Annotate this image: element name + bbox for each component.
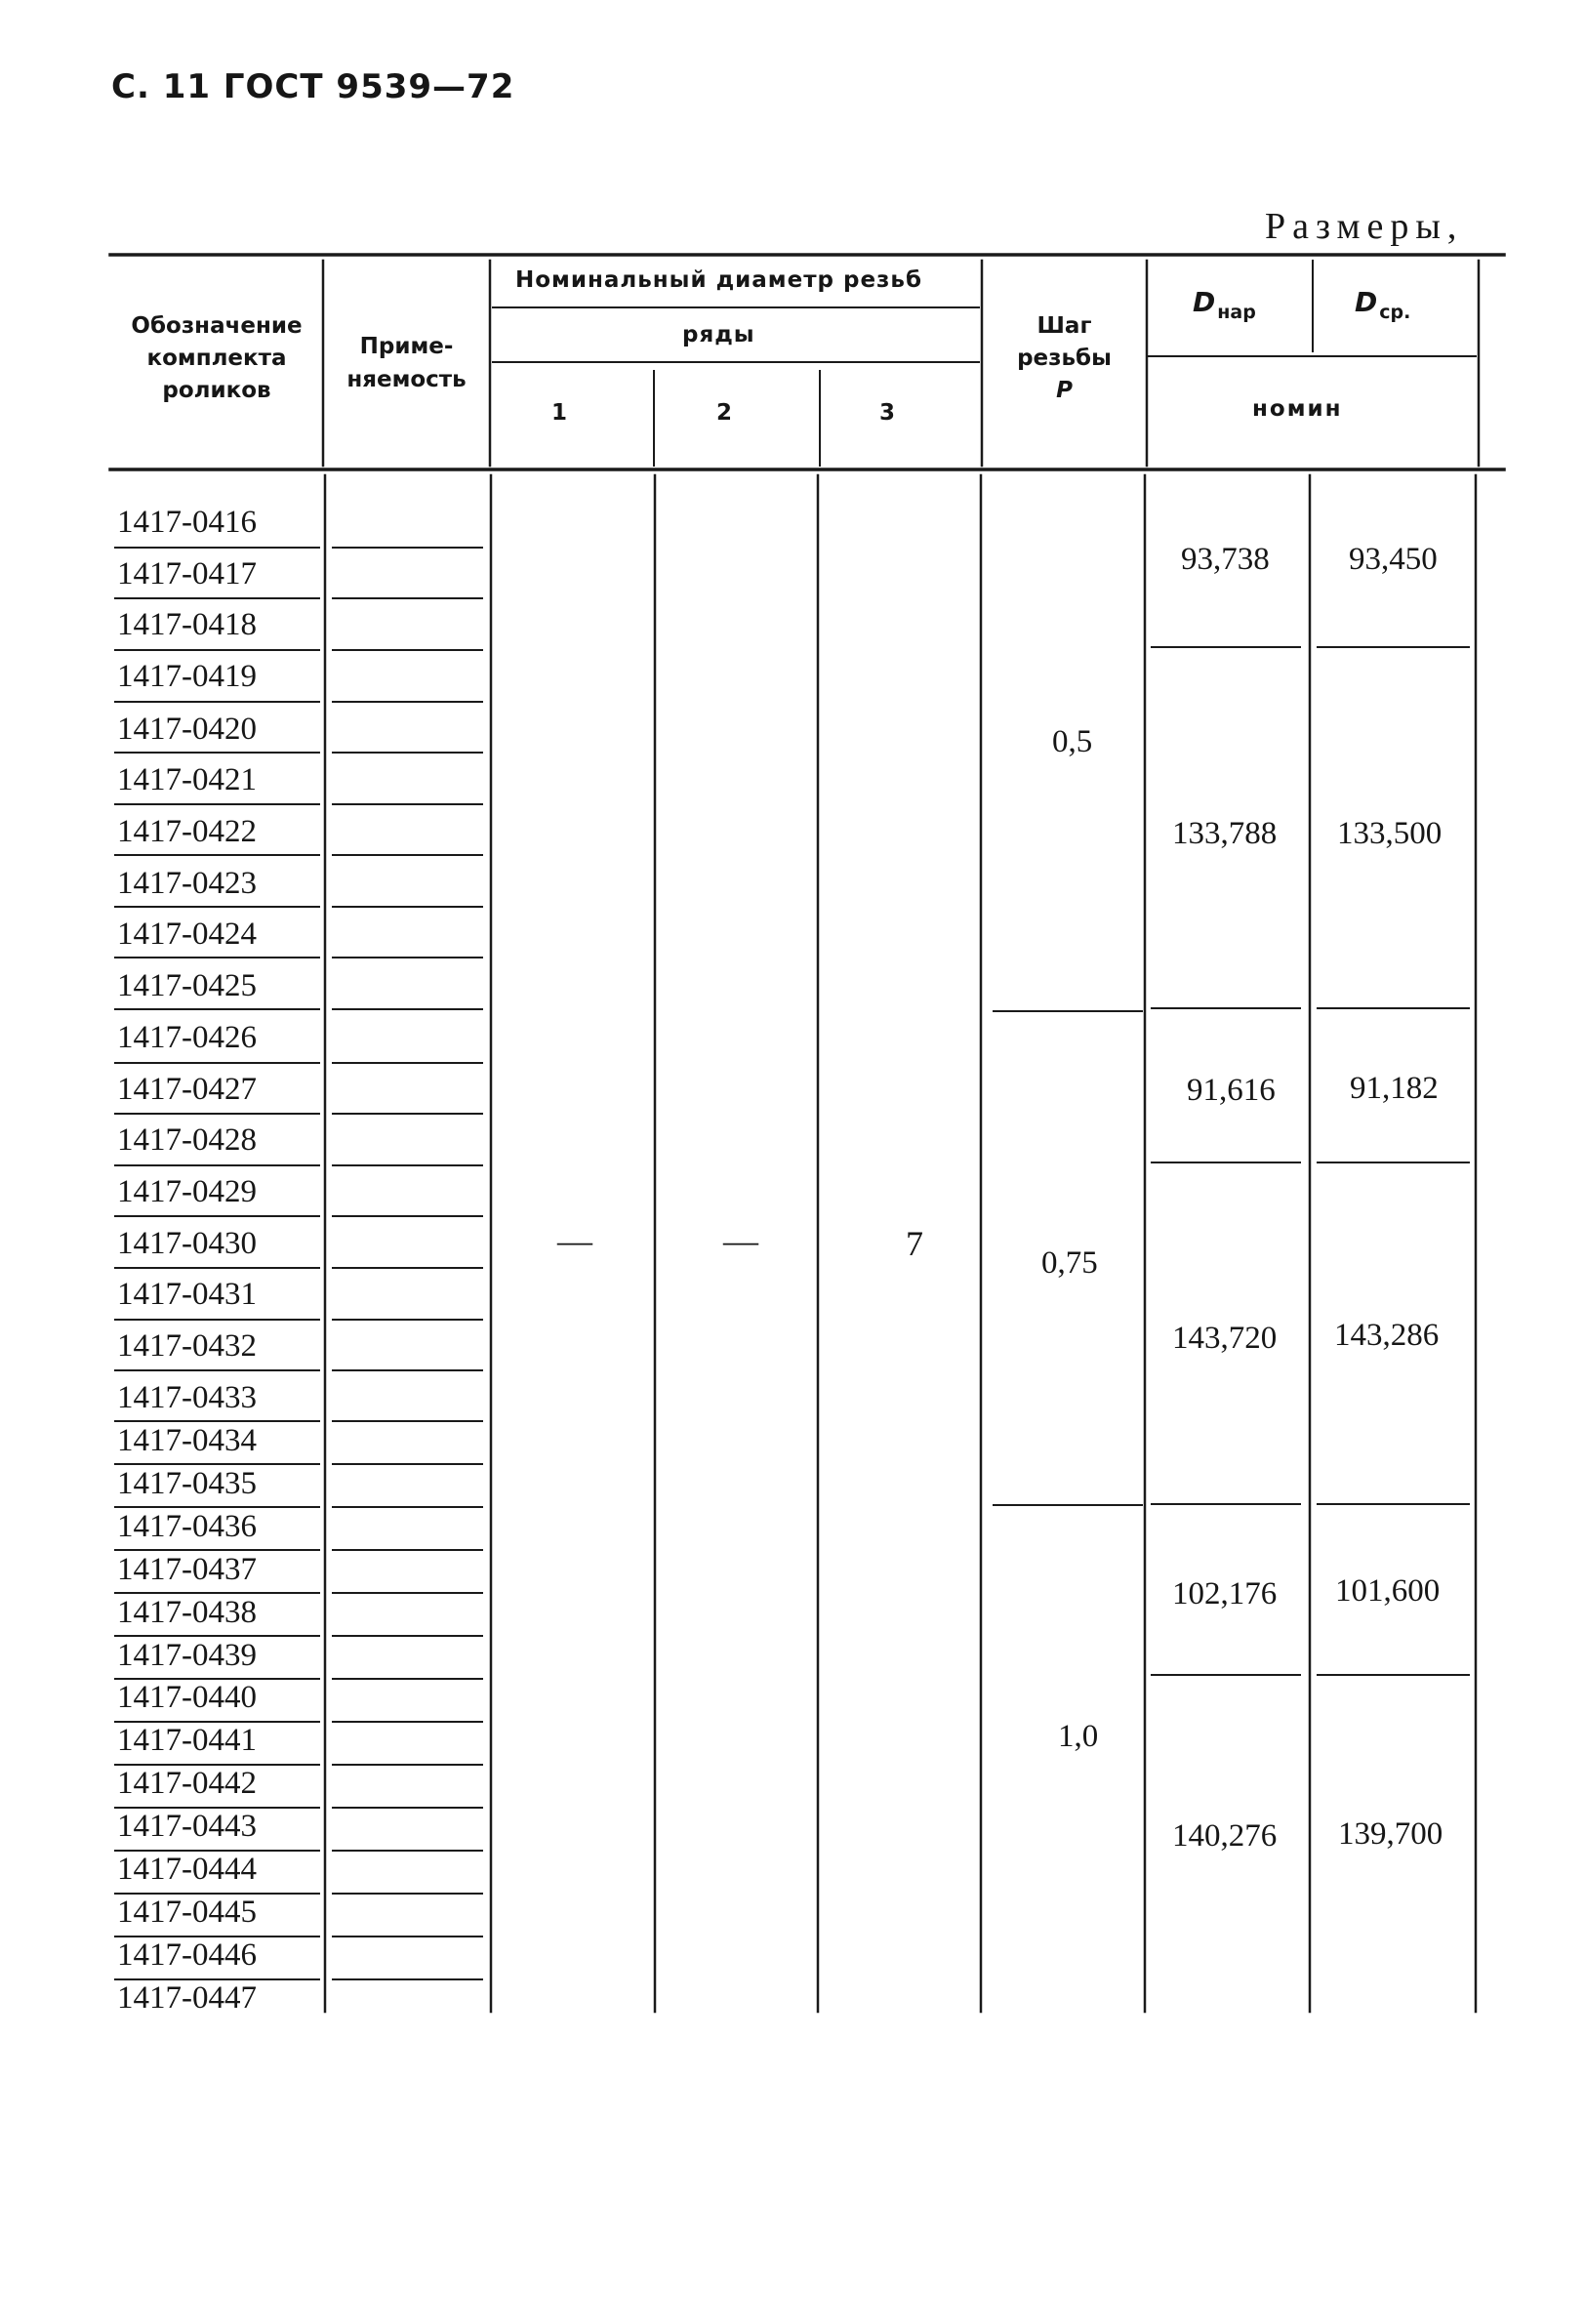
series-2-value: —	[723, 1221, 758, 1260]
designation-code: 1417-0439	[117, 1638, 257, 1673]
header-designation-line-2: комплекта	[146, 346, 287, 371]
designation-code: 1417-0446	[117, 1937, 257, 1973]
header-designation-line-3: роликов	[162, 378, 271, 403]
designation-code: 1417-0443	[117, 1809, 257, 1844]
designation-code: 1417-0436	[117, 1509, 257, 1544]
pitch-value: 1,0	[1058, 1719, 1099, 1754]
header-designation-line-1: Обозначение	[131, 313, 303, 339]
series-3-value: 7	[906, 1224, 923, 1263]
designation-code: 1417-0435	[117, 1466, 257, 1501]
header-d-outer-subscript: нар	[1217, 302, 1256, 323]
header-pitch	[982, 310, 1147, 407]
designation-code: 1417-0441	[117, 1723, 257, 1758]
designation-code: 1417-0418	[117, 607, 257, 642]
header-d-mid-subscript: ср.	[1379, 302, 1411, 323]
d-mid-value: 133,500	[1337, 816, 1443, 851]
series-1-value: —	[557, 1221, 592, 1260]
designation-code: 1417-0442	[117, 1766, 257, 1801]
designation-code: 1417-0438	[117, 1595, 257, 1630]
header-row-3: 3	[879, 400, 896, 426]
designation-code: 1417-0428	[117, 1122, 257, 1158]
designation-code: 1417-0429	[117, 1174, 257, 1209]
header-nominal-label: номин	[1252, 396, 1343, 422]
header-d-mid	[1355, 286, 1411, 323]
header-rows-label: ряды	[682, 322, 755, 347]
header-d-outer	[1193, 286, 1256, 323]
d-mid-value: 93,450	[1349, 542, 1438, 577]
header-applicability	[323, 330, 490, 396]
d-outer-value: 102,176	[1172, 1576, 1278, 1611]
header-d-mid-symbol: D	[1355, 286, 1378, 318]
d-mid-value: 139,700	[1338, 1816, 1443, 1852]
d-outer-value: 93,738	[1181, 542, 1270, 577]
header-nominal-diameter: Номинальный диаметр резьб	[515, 267, 923, 293]
d-outer-value: 91,616	[1187, 1073, 1276, 1108]
designation-code: 1417-0420	[117, 712, 257, 747]
designation-code: 1417-0424	[117, 917, 257, 952]
header-applicability-line-2: няемость	[346, 367, 467, 392]
d-mid-value: 91,182	[1350, 1071, 1439, 1106]
designation-code: 1417-0431	[117, 1277, 257, 1312]
designation-code: 1417-0437	[117, 1552, 257, 1587]
header-pitch-symbol: P	[1056, 378, 1073, 403]
designation-code: 1417-0427	[117, 1072, 257, 1107]
page-header-title: С. 11 ГОСТ 9539—72	[111, 67, 515, 106]
d-outer-value: 133,788	[1172, 816, 1278, 851]
designation-code: 1417-0445	[117, 1895, 257, 1930]
designation-code: 1417-0434	[117, 1423, 257, 1458]
designation-code: 1417-0425	[117, 968, 257, 1003]
designation-code: 1417-0447	[117, 1980, 257, 2016]
header-pitch-line-2: резьбы	[1017, 346, 1112, 371]
header-d-outer-symbol: D	[1193, 286, 1216, 318]
header-pitch-line-1: Шаг	[1036, 313, 1092, 339]
pitch-value: 0,75	[1041, 1245, 1098, 1281]
d-mid-value: 101,600	[1335, 1573, 1441, 1609]
header-designation	[110, 310, 323, 407]
header-row-1: 1	[551, 400, 568, 426]
dimensions-caption: Размеры,	[1265, 206, 1464, 247]
designation-code: 1417-0426	[117, 1020, 257, 1055]
designation-code: 1417-0432	[117, 1328, 257, 1364]
pitch-value: 0,5	[1052, 724, 1093, 759]
designation-code: 1417-0433	[117, 1380, 257, 1415]
header-applicability-line-1: Приме-	[359, 334, 454, 359]
d-outer-value: 140,276	[1172, 1818, 1278, 1854]
designation-code: 1417-0423	[117, 866, 257, 901]
designation-code: 1417-0421	[117, 762, 257, 797]
designation-code: 1417-0419	[117, 659, 257, 694]
d-mid-value: 143,286	[1334, 1318, 1440, 1353]
designation-code: 1417-0444	[117, 1852, 257, 1887]
d-outer-value: 143,720	[1172, 1321, 1278, 1356]
designation-code: 1417-0440	[117, 1680, 257, 1715]
designation-code: 1417-0430	[117, 1226, 257, 1261]
designation-code: 1417-0422	[117, 814, 257, 849]
header-row-2: 2	[716, 400, 733, 426]
designation-code: 1417-0416	[117, 505, 257, 540]
designation-code: 1417-0417	[117, 556, 257, 591]
